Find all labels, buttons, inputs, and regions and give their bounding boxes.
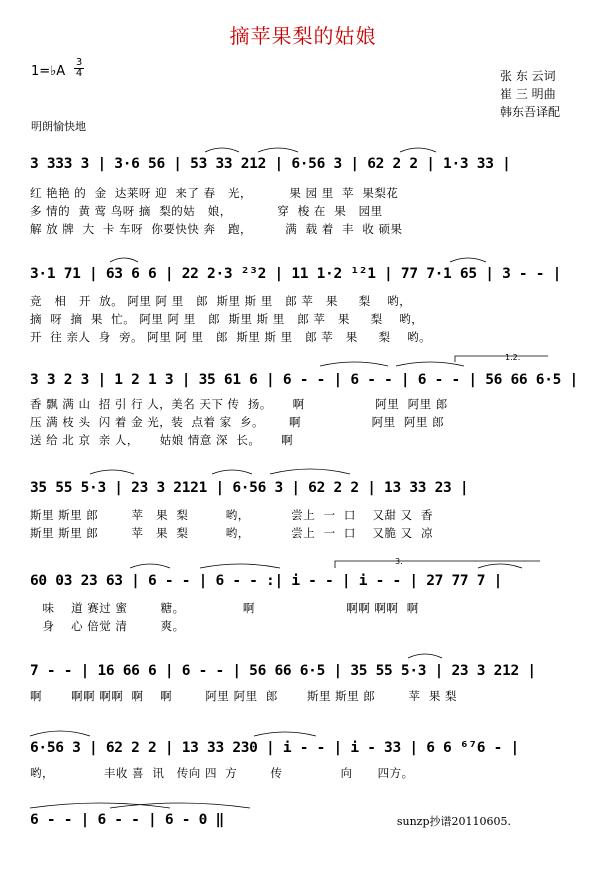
slur xyxy=(205,148,239,152)
lyric-line-2-2: 摘 呀 摘 果 忙。 阿里 阿 里 郎 斯里 斯 里 郎 苹 果 梨 哟， xyxy=(30,312,424,326)
arranger-credit: 韩东吾译配 xyxy=(500,105,561,119)
notation-line-4: 35 55 5·3 | 23 3 2121 | 6·56 3 | 62 2 2 | 13 33 23 | xyxy=(30,480,469,496)
lyric-line-1-1: 红 艳艳 的 金 达莱呀 迎 来了 春 光， 果 园 里 苹 果梨花 xyxy=(30,186,399,200)
lyric-line-3-1: 香 飘 满 山 招 引 行 人，美名 天下 传 扬。 啊 阿里 阿里 郎 xyxy=(30,397,448,411)
notation-line-3: 3 3 2 3 | 1 2 1 3 | 35 61 6 | 6 - - | 6 - - | 6 - - | 56 66 6·5 | xyxy=(30,372,578,388)
lyric-line-5-1: 味 道 赛过 蜜 糖。 啊 啊啊 啊啊 啊 xyxy=(30,601,419,615)
notation-line-8: 6 - - | 6 - - | 6 - 0 ‖ xyxy=(30,812,224,828)
lyric-line-6-1: 啊 啊啊 啊啊 啊 啊 阿里 阿里 郎 斯里 斯里 郎 苹 果 梨 xyxy=(30,689,457,703)
notation-line-7: 6·56 3 | 62 2 2 | 13 33 230 | i - - | i - 33 | 6 6 ⁶⁷6 - | xyxy=(30,740,519,756)
slur xyxy=(258,148,298,152)
key-signature: 1=♭A xyxy=(31,64,66,79)
notation-line-2: 3·1 71 | 63 6 6 | 22 2·3 ²³2 | 11 1·2 ¹²1 | 77 7·1 65 | 3 - - | xyxy=(30,266,562,282)
tempo-marking: 明朗愉快地 xyxy=(31,120,86,133)
lyric-line-5-2: 身 心 倍觉 清 爽。 xyxy=(30,619,185,633)
lyric-line-4-1: 斯里 斯里 郎 苹 果 梨 哟， 尝上 一 口 又甜 又 香 xyxy=(30,508,433,522)
slur xyxy=(130,564,170,568)
time-signature-bottom: 4 xyxy=(75,68,83,79)
volta-number: 1.2. xyxy=(505,353,521,362)
slur xyxy=(212,470,252,474)
slur xyxy=(400,148,436,152)
volta-bracket xyxy=(335,561,540,568)
lyric-line-2-1: 竞 相 开 放。 阿里 阿 里 郎 斯里 斯 里 郎 苹 果 梨 哟， xyxy=(30,294,412,308)
volta-bracket xyxy=(455,356,548,362)
slur xyxy=(110,258,138,262)
slur xyxy=(254,732,316,736)
slur xyxy=(450,258,486,262)
lyric-line-1-2: 多 情的 黄 莺 鸟呀 摘 梨的姑 娘， 穿 梭 在 果 园里 xyxy=(30,204,383,218)
notation-line-6: 7 - - | 16 66 6 | 6 - - | 56 66 6·5 | 35 55 5·3 | 23 3 212 | xyxy=(30,663,536,679)
time-signature xyxy=(74,58,84,79)
lyric-line-3-2: 压 满 枝 头 闪 着 金 光，装 点着 家 乡。 啊 阿里 阿里 郎 xyxy=(30,415,445,429)
transcriber-signature: sunzp抄谱20110605. xyxy=(396,815,511,828)
lyric-line-2-3: 开 往 亲人 身 旁。 阿里 阿 里 郎 斯里 斯 里 郎 苹 果 梨 哟。 xyxy=(30,330,432,344)
slur xyxy=(408,654,442,658)
composer-credit: 崔 三 明曲 xyxy=(500,87,556,101)
notation-line-1: 3 333 3 | 3·6 56 | 53 33 212 | 6·56 3 | 62 2 2 | 1·3 33 | xyxy=(30,156,511,172)
slur xyxy=(30,731,90,736)
slur xyxy=(478,564,522,568)
lyricist-credit: 张 东 云词 xyxy=(500,69,556,83)
lyric-line-1-3: 解 放 牌 大 卡 车呀 你要快快 奔 跑， 满 载 着 丰 收 硕果 xyxy=(30,222,403,236)
volta-number: 3. xyxy=(395,557,403,566)
lyric-line-7-1: 哟， 丰收 喜 讯 传向 四 方 传 向 四方。 xyxy=(30,766,414,780)
notation-line-5: 60 03 23 63 | 6 - - | 6 - - :| i - - | i - - | 27 77 7 | xyxy=(30,573,503,589)
song-title: 摘苹果梨的姑娘 xyxy=(229,24,377,48)
lyric-line-4-2: 斯里 斯里 郎 苹 果 梨 哟， 尝上 一 口 又脆 又 凉 xyxy=(30,526,433,540)
slur xyxy=(110,803,250,808)
slur xyxy=(90,470,134,474)
slur xyxy=(320,362,388,366)
time-signature-top: 3 xyxy=(75,57,83,68)
slur xyxy=(396,362,464,366)
slur xyxy=(270,469,350,474)
lyric-line-3-3: 送 给 北 京 亲 人， 姑娘 情意 深 长。 啊 xyxy=(30,433,294,447)
slur xyxy=(200,564,280,568)
slur xyxy=(30,803,170,808)
